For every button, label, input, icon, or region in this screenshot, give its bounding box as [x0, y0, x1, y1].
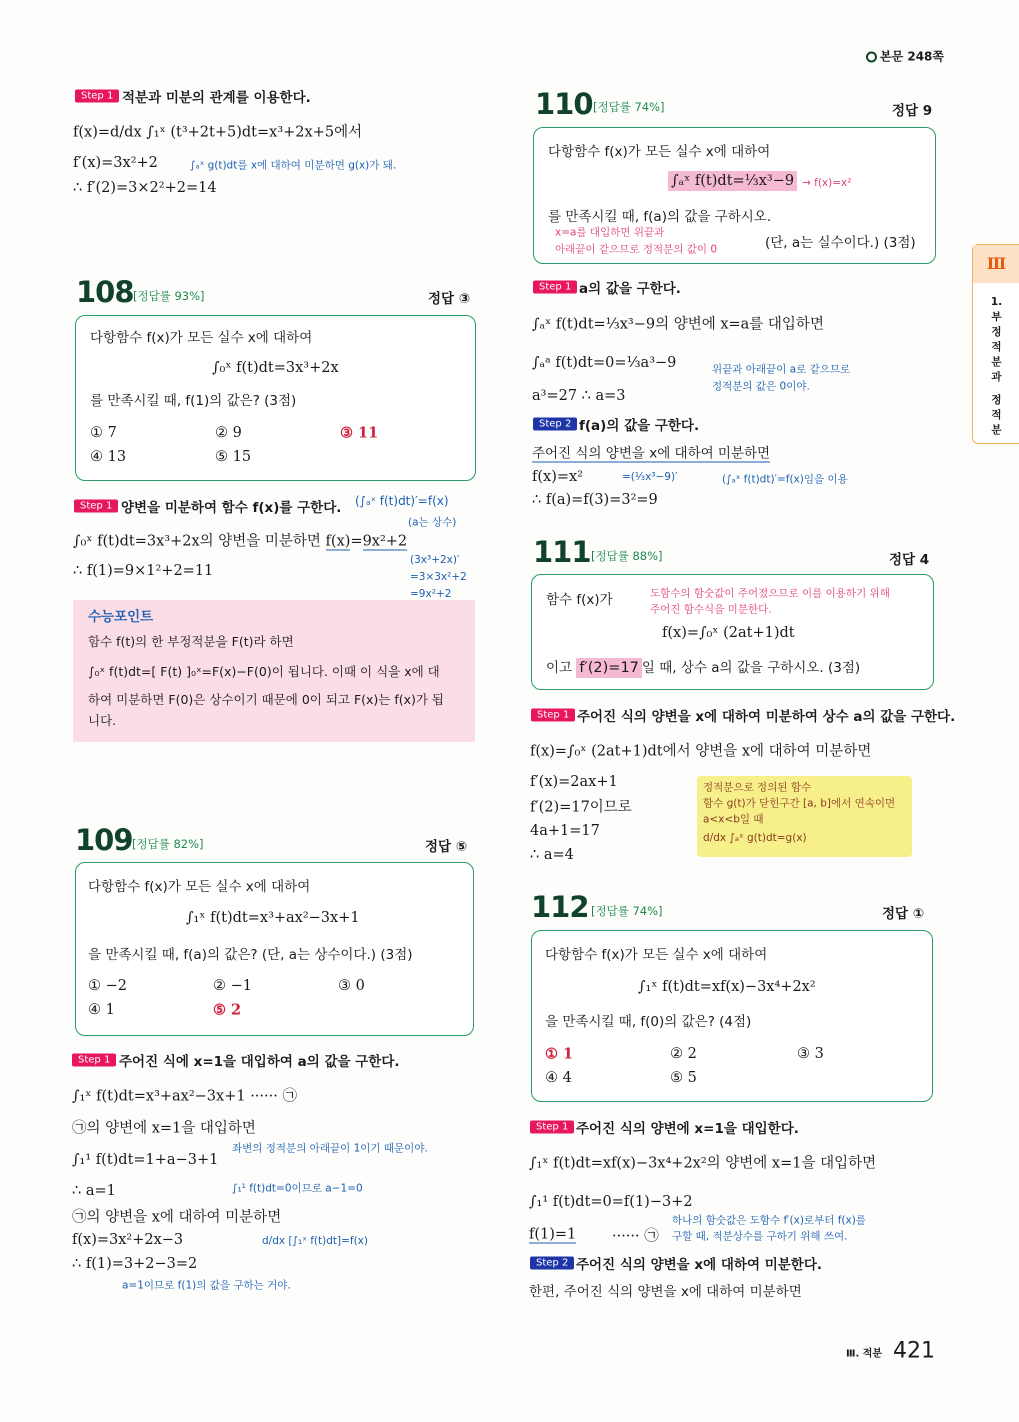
chapter-title-char: 1. [990, 296, 1003, 308]
solution-line: f′(2)=17이므로 [530, 799, 632, 816]
annotation: =9x²+2 [410, 588, 452, 600]
solution-line: f(x)=3x²+2x−3 [72, 1232, 184, 1248]
solution-line: ∴ a=4 [530, 847, 574, 863]
problem-number: 110 [535, 87, 593, 121]
step1-badge: Step 1 [72, 1054, 116, 1067]
chapter-title-char: 적 [991, 409, 1002, 421]
annotation: 좌변의 정적분의 아래끝이 1이기 때문이야. [232, 1142, 428, 1155]
exam-point-text: 니다. [88, 713, 117, 728]
solution-line: ∴ a=1 [72, 1183, 116, 1199]
annotation: =(⅓x³−9)′ [622, 471, 678, 483]
question-equation: ∫₁ˣ f(t)dt=xf(x)−3x⁴+2x² [638, 979, 816, 995]
solution-line: 한편, 주어진 식의 양변을 x에 대하여 미분하면 [529, 1284, 802, 1300]
solution-line: ∴ f(a)=f(3)=3²=9 [532, 492, 658, 508]
question-text: 다항함수 f(x)가 모든 실수 x에 대하여 [88, 879, 311, 895]
annotation: 주어진 함수식을 미분한다. [650, 603, 772, 616]
question-text: 를 만족시킬 때, f(a)의 값을 구하시오. [548, 209, 772, 225]
annotation: ∫ₐˣ g(t)dt를 x에 대하여 미분하면 g(x)가 돼. [190, 159, 397, 172]
step-title: a의 값을 구한다. [579, 281, 681, 297]
step2-badge: Step 2 [533, 418, 577, 431]
problem-number: 109 [75, 823, 133, 857]
circle-icon [866, 52, 877, 63]
answer-label: 정답 ③ [428, 291, 471, 307]
choice[interactable]: ⑤ 5 [670, 1070, 697, 1086]
question-text: 다항함수 f(x)가 모든 실수 x에 대하여 [90, 330, 313, 346]
annotation: 아래끝이 같으므로 정적분의 값이 0 [555, 243, 718, 256]
step-title: 양변을 미분하여 함수 f(x)를 구한다. [121, 500, 342, 516]
tip-text: 함수 g(t)가 닫힌구간 [a, b]에서 연속이면 [703, 797, 896, 810]
choice[interactable]: ② 2 [670, 1046, 697, 1062]
solution-line: ∫₁¹ f(t)dt=0=f(1)−3+2 [529, 1194, 693, 1210]
step-title: 적분과 미분의 관계를 이용한다. [122, 90, 311, 106]
choice[interactable]: ① 7 [90, 425, 117, 441]
chapter-roman: Ⅲ [973, 245, 1019, 283]
problem-number: 111 [533, 535, 591, 569]
annotation: ∫₁¹ f(t)dt=0이므로 a−1=0 [232, 1182, 363, 1195]
question-text: 을 만족시킬 때, f(0)의 값은? (4점) [545, 1014, 752, 1030]
underlined-term: 9x²+2 [362, 533, 408, 550]
highlighted-condition: f′(2)=17 [576, 658, 642, 678]
annotation: =3×3x²+2 [410, 571, 467, 583]
choice[interactable]: ⑤ 15 [215, 449, 252, 465]
chapter-title-char: 정 [991, 394, 1002, 406]
equals: = [350, 533, 363, 550]
exam-point-text: ∫₀ˣ f(t)dt=[ F(t) ]₀ˣ=F(x)−F(0)이 됩니다. 이때 이 식을 x에 대 [88, 664, 440, 679]
solution-line: 4a+1=17 [530, 823, 600, 839]
step-title: 주어진 식의 양변을 x에 대하여 미분하여 상수 a의 값을 구한다. [577, 709, 956, 725]
step-title: 주어진 식의 양변에 x=1을 대입한다. [576, 1121, 799, 1137]
step1-badge: Step 1 [533, 281, 577, 294]
page-reference: 본문 248쪽 [866, 48, 944, 65]
annotation: 정적분의 값은 0이야. [712, 380, 810, 393]
correct-rate: [정답률 82%] [132, 837, 204, 851]
annotation: 위끝과 아래끝이 a로 같으므로 [712, 363, 851, 376]
solution-line: ㉠의 양변을 x에 대하여 미분하면 [72, 1209, 282, 1226]
question-text: 다항함수 f(x)가 모든 실수 x에 대하여 [548, 144, 771, 160]
step1-badge: Step 1 [531, 709, 575, 722]
answer-label: 정답 ① [882, 906, 925, 922]
step-title: 주어진 식의 양변을 x에 대하여 미분한다. [576, 1257, 822, 1273]
solution-line: ∫₀ˣ f(t)dt=3x³+2x의 양변을 미분하면 [73, 533, 321, 550]
annotation: (∫ₐˣ f(t)dt)′=f(x)임을 이용 [722, 473, 848, 486]
footer-chapter: Ⅲ. 적분 [846, 1348, 883, 1360]
question-text: 를 만족시킬 때, f(1)의 값은? (3점) [90, 393, 297, 409]
answer-label: 정답 ⑤ [425, 839, 468, 855]
equation-label: ······ ㉠ [612, 1228, 659, 1245]
chapter-title-char: 분 [991, 424, 1002, 436]
question-equation: f(x)=∫₀ˣ (2at+1)dt [662, 625, 795, 641]
problem-number: 112 [531, 890, 589, 924]
choice[interactable]: ③ 0 [338, 978, 365, 994]
exam-point-title: 수능포인트 [88, 609, 154, 625]
highlighted-equation: ∫ₐˣ f(t)dt=⅓x³−9 [668, 171, 797, 191]
solution-line: f(1)=1 [529, 1226, 577, 1243]
chapter-title-char: 과 [991, 371, 1002, 383]
annotation: 하나의 함숫값은 도함수 f′(x)로부터 f(x)를 [672, 1214, 866, 1227]
step1-badge: Step 1 [74, 500, 118, 513]
question-text: 다항함수 f(x)가 모든 실수 x에 대하여 [545, 947, 768, 963]
question-equation: ∫₀ˣ f(t)dt=3x³+2x [212, 360, 339, 376]
chapter-title-char: 정 [991, 326, 1002, 338]
exam-point-text: 하여 미분하면 F(0)은 상수이기 때문에 0이 되고 F(x)는 f(x)가 됩 [88, 692, 445, 707]
answer-label: 정답 4 [889, 552, 930, 568]
annotation: a=1이므로 f(1)의 값을 구하는 거야. [122, 1279, 291, 1292]
choice[interactable]: ② −1 [213, 978, 252, 994]
annotation: (a는 상수) [408, 516, 457, 529]
answer-label: 정답 9 [892, 103, 933, 119]
step-title: f(a)의 값을 구한다. [579, 418, 700, 434]
chapter-title-char: 분 [991, 356, 1002, 368]
solution-line: ∫₁¹ f(t)dt=1+a−3+1 [72, 1152, 219, 1168]
choice[interactable]: ④ 13 [90, 449, 127, 465]
question-text: 을 만족시킬 때, f(a)의 값은? (단, a는 상수이다.) (3점) [88, 947, 413, 963]
question-text: (단, a는 실수이다.) (3점) [765, 235, 916, 251]
choice-checked[interactable]: ① 1 [545, 1045, 574, 1063]
solution-line: ∫ₐᵃ f(t)dt=0=⅓a³−9 [532, 355, 677, 371]
solution-line: 주어진 식의 양변을 x에 대하여 미분하면 [532, 442, 770, 463]
question-text: 이고 [546, 660, 577, 676]
chapter-title-vertical [973, 283, 1019, 438]
solution-line: a³=27 ∴ a=3 [532, 388, 626, 404]
question-equation: ∫₁ˣ f(t)dt=x³+ax²−3x+1 [186, 910, 360, 926]
annotation: (∫ₐˣ f(t)dt)′=f(x) [355, 494, 449, 508]
solution-line: ∴ f(1)=9×1²+2=11 [73, 563, 214, 579]
choice[interactable]: ④ 1 [88, 1002, 115, 1018]
exam-point-text: 함수 f(t)의 한 부정적분을 F(t)라 하면 [88, 634, 294, 649]
correct-rate: [정답률 93%] [133, 289, 205, 303]
step2-badge: Step 2 [530, 1257, 574, 1270]
choice[interactable]: ② 9 [215, 425, 242, 441]
chapter-title-char: 부 [991, 311, 1002, 323]
chapter-side-tab [972, 244, 1019, 444]
solution-line: f′(x)=2ax+1 [530, 774, 618, 790]
choice-checked[interactable]: ③ 11 [340, 424, 379, 442]
underlined-term: f(x) [325, 533, 351, 550]
annotation: (3x³+2x)′ [410, 554, 460, 566]
tip-title: 정적분으로 정의된 함수 [703, 781, 812, 794]
solution-line: f′(x)=3x²+2 [73, 155, 158, 171]
solution-line: ∫₁ˣ f(t)dt=x³+ax²−3x+1 ······ ㉠ [72, 1088, 297, 1105]
choice[interactable]: ③ 3 [797, 1046, 824, 1062]
annotation: 구할 때, 적분상수를 구하기 위해 쓰여. [672, 1230, 848, 1243]
solution-line: ∫₁ˣ f(t)dt=xf(x)−3x⁴+2x²의 양변에 x=1을 대입하면 [529, 1155, 877, 1172]
tip-text: d/dx ∫ₐˣ g(t)dt=g(x) [703, 832, 807, 844]
choice[interactable]: ④ 4 [545, 1070, 572, 1086]
solution-line: ∴ f(1)=3+2−3=2 [72, 1256, 198, 1272]
solution-line: ㉠의 양변에 x=1을 대입하면 [72, 1120, 256, 1137]
page-number: 421 [893, 1338, 935, 1364]
chapter-title-char: 적 [991, 341, 1002, 353]
annotation: → f(x)=x² [802, 177, 852, 189]
solution-line: f(x)=x² [532, 469, 583, 485]
step-title: 주어진 식에 x=1을 대입하여 a의 값을 구한다. [119, 1054, 400, 1070]
problem-number: 108 [76, 275, 134, 309]
solution-line: ∴ f′(2)=3×2²+2=14 [73, 180, 217, 196]
annotation: 도함수의 함숫값이 주어졌으므로 이를 이용하기 위해 [650, 587, 890, 600]
correct-rate: [정답률 74%] [593, 100, 665, 114]
question-text: 일 때, 상수 a의 값을 구하시오. (3점) [641, 660, 861, 676]
choice[interactable]: ① −2 [88, 978, 127, 994]
choice-checked[interactable]: ⑤ 2 [213, 1001, 242, 1019]
annotation: d/dx [∫₁ˣ f(t)dt]=f(x) [262, 1235, 368, 1247]
question-text: 함수 f(x)가 [546, 592, 613, 608]
solution-line: f(x)=∫₀ˣ (2at+1)dt에서 양변을 x에 대하여 미분하면 [530, 743, 872, 760]
step1-badge: Step 1 [75, 90, 119, 103]
correct-rate: [정답률 88%] [591, 549, 663, 563]
annotation: x=a를 대입하면 위끝과 [555, 226, 665, 239]
solution-line: ∫ₐˣ f(t)dt=⅓x³−9의 양변에 x=a를 대입하면 [532, 316, 824, 333]
correct-rate: [정답률 74%] [591, 904, 663, 918]
tip-text: a<x<b일 때 [703, 813, 764, 826]
solution-line: f(x)=d/dx ∫₁ˣ (t³+2t+5)dt=x³+2x+5에서 [73, 124, 363, 141]
step1-badge: Step 1 [530, 1121, 574, 1134]
